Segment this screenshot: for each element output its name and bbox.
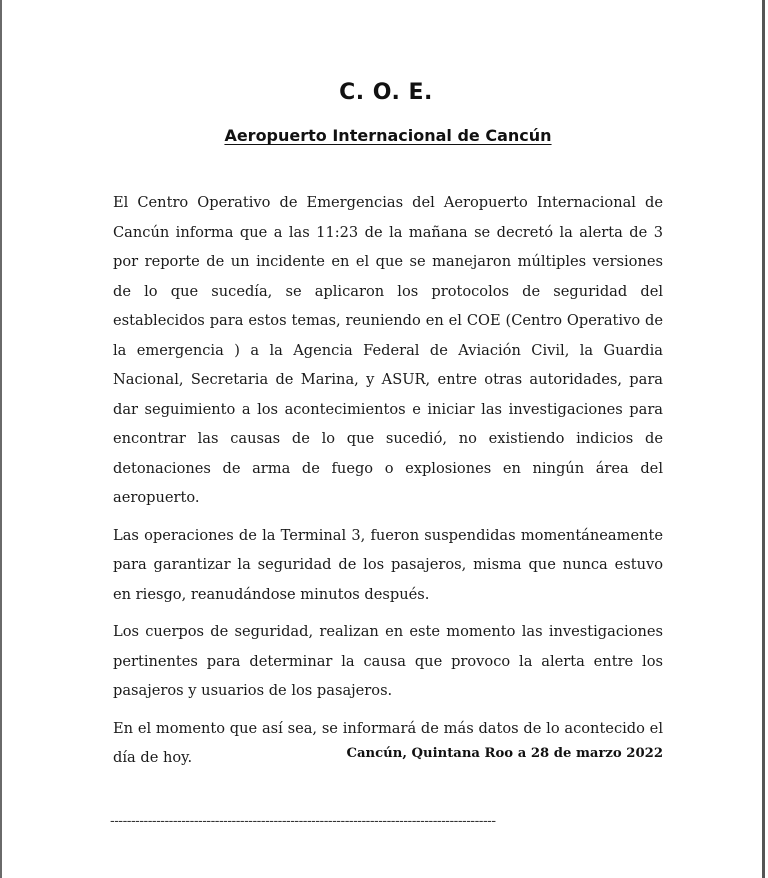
paragraph: Los cuerpos de seguridad, realizan en este momento las investigaciones pertinentes para determinar la causa que provoco la alerta entre los pasajeros y usuarios de los pasajeros.: [113, 623, 663, 699]
document-subtitle: Aeropuerto Internacional de Cancún: [224, 126, 552, 145]
document-body: [113, 188, 663, 781]
signature-line: Cancún, Quintana Roo a 28 de marzo 2022: [346, 746, 663, 761]
dashed-divider: --------------------------------------------------------------------------------------------: [110, 814, 496, 829]
paragraph: El Centro Operativo de Emergencias del Aeropuerto Internacional de Cancún informa que a las 11:23 de la mañana se decretó la alerta de 3 por reporte de un incidente en el que se manejaron múltiples versiones de lo que sucedía, se aplicaron los protocolos de seguridad del establecidos para estos temas, reuniendo en el COE (Centro Operativo de la emergencia ) a la Agencia Federal de Aviación Civil, la Guardia Nacional, Secretaria de Marina, y ASUR, entre otras autoridades, para dar seguimiento a los acontecimientos e iniciar las investigaciones para encontrar las causas de lo que sucedió, no existiendo indicios de detonaciones de arma de fuego o explosiones en ningún área del aeropuerto.: [113, 194, 663, 506]
document-title: C. O. E.: [339, 80, 433, 105]
paragraph: En el momento que así sea, se informará de más datos de lo acontecido el día de hoy.: [113, 719, 663, 766]
paragraph: Las operaciones de la Terminal 3, fueron suspendidas momentáneamente para garantizar la seguridad de los pasajeros, misma que nunca estuvo en riesgo, reanudándose minutos después.: [113, 526, 663, 603]
